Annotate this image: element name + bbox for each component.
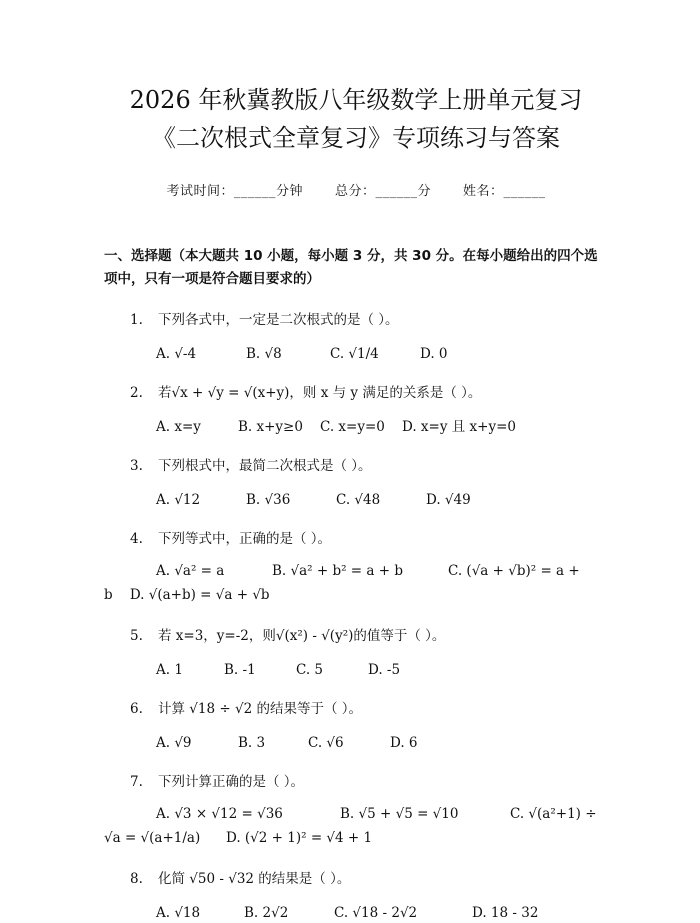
question-number: 5. bbox=[130, 628, 143, 644]
options bbox=[104, 903, 608, 923]
question-number: 6. bbox=[130, 701, 143, 717]
exam-time-field: 考试时间：______分钟 bbox=[166, 184, 303, 199]
option-d: D. √(a+b) = √a + √b bbox=[129, 587, 270, 603]
option-c: C. 5 bbox=[296, 662, 324, 678]
option-c: C. x=y=0 bbox=[320, 419, 385, 435]
option-a: A. √a² = a bbox=[156, 563, 225, 579]
question bbox=[104, 383, 608, 437]
question bbox=[104, 456, 608, 510]
option-b: B. √8 bbox=[246, 346, 282, 362]
option-b: B. 2√2 bbox=[244, 905, 289, 921]
option-c: C. √(a²+1) ÷ √a = √(a+1/a) bbox=[104, 806, 597, 846]
question-stem bbox=[104, 772, 608, 792]
exam-info bbox=[104, 180, 608, 199]
question-text: 下列等式中，正确的是（ ）。 bbox=[158, 531, 332, 547]
option-c: C. √18 - 2√2 bbox=[334, 905, 418, 921]
option-b: B. -1 bbox=[224, 662, 256, 678]
option-a: A. √3 × √12 = √36 bbox=[156, 806, 283, 822]
option-c: C. √48 bbox=[336, 492, 381, 508]
option-a: A. 1 bbox=[156, 662, 183, 678]
option-c: C. √6 bbox=[308, 735, 344, 751]
options bbox=[104, 559, 608, 607]
question-number: 7. bbox=[130, 774, 143, 790]
question-text: 下列计算正确的是（ ）。 bbox=[158, 774, 305, 790]
option-b: B. 3 bbox=[238, 735, 266, 751]
option-a: A. x=y bbox=[156, 419, 201, 435]
question-number: 1. bbox=[130, 312, 143, 328]
total-score-field: 总分：______分 bbox=[334, 184, 431, 199]
option-c: C. (√a + √b)² = a + b bbox=[104, 563, 580, 603]
question-stem bbox=[104, 699, 608, 719]
title-line-2: 《二次根式全章复习》专项练习与答案 bbox=[152, 124, 560, 152]
question-stem bbox=[104, 456, 608, 476]
section-heading: 一、选择题（本大题共 10 小题，每小题 3 分，共 30 分。在每小题给出的四个选项中，只有一项是符合题目要求的） bbox=[104, 248, 598, 287]
question-text: 下列根式中，最简二次根式是（ ）。 bbox=[158, 458, 372, 474]
question-stem bbox=[104, 626, 608, 646]
options bbox=[104, 490, 608, 510]
question-number: 3. bbox=[130, 458, 143, 474]
option-d: D. 18 - 32 bbox=[472, 905, 539, 921]
option-a: A. √9 bbox=[156, 735, 192, 751]
options bbox=[104, 344, 608, 364]
option-a: A. √18 bbox=[156, 905, 201, 921]
option-b: B. √5 + √5 = √10 bbox=[340, 806, 459, 822]
option-a: A. √-4 bbox=[156, 346, 197, 362]
question bbox=[104, 626, 608, 680]
question-stem bbox=[104, 383, 608, 403]
question-text: 若√x + √y = √(x+y)，则 x 与 y 满足的关系是（ ）。 bbox=[158, 385, 482, 401]
option-d: D. 6 bbox=[390, 735, 418, 751]
question bbox=[104, 529, 608, 607]
student-name-field: 姓名：______ bbox=[463, 184, 546, 199]
options bbox=[104, 417, 608, 437]
option-c: C. √1/4 bbox=[330, 346, 379, 362]
options bbox=[104, 802, 608, 850]
option-d: D. x=y 且 x+y=0 bbox=[402, 419, 517, 435]
question-stem bbox=[104, 869, 608, 889]
option-a: A. √12 bbox=[156, 492, 201, 508]
question-number: 4. bbox=[130, 531, 143, 547]
option-d: D. √49 bbox=[426, 492, 471, 508]
question bbox=[104, 869, 608, 923]
question-text: 化简 √50 - √32 的结果是（ ）。 bbox=[158, 871, 351, 887]
question-stem bbox=[104, 310, 608, 330]
question-number: 2. bbox=[130, 385, 143, 401]
question-number: 8. bbox=[130, 871, 143, 887]
question-text: 若 x=3，y=-2，则√(x²) - √(y²)的值等于（ ）。 bbox=[158, 628, 446, 644]
option-b: B. x+y≥0 bbox=[238, 419, 303, 435]
option-d: D. -5 bbox=[368, 662, 401, 678]
option-d: D. (√2 + 1)² = √4 + 1 bbox=[225, 830, 373, 846]
option-d: D. 0 bbox=[420, 346, 448, 362]
title-line-1: 2026 年秋冀教版八年级数学上册单元复习 bbox=[129, 86, 583, 114]
question-text: 下列各式中，一定是二次根式的是（ ）。 bbox=[158, 312, 399, 328]
option-b: B. √36 bbox=[246, 492, 291, 508]
question bbox=[104, 699, 608, 753]
question-text: 计算 √18 ÷ √2 的结果等于（ ）。 bbox=[158, 701, 362, 717]
options bbox=[104, 733, 608, 753]
option-b: B. √a² + b² = a + b bbox=[272, 563, 403, 579]
options bbox=[104, 660, 608, 680]
question bbox=[104, 310, 608, 364]
question-stem bbox=[104, 529, 608, 549]
question bbox=[104, 772, 608, 850]
